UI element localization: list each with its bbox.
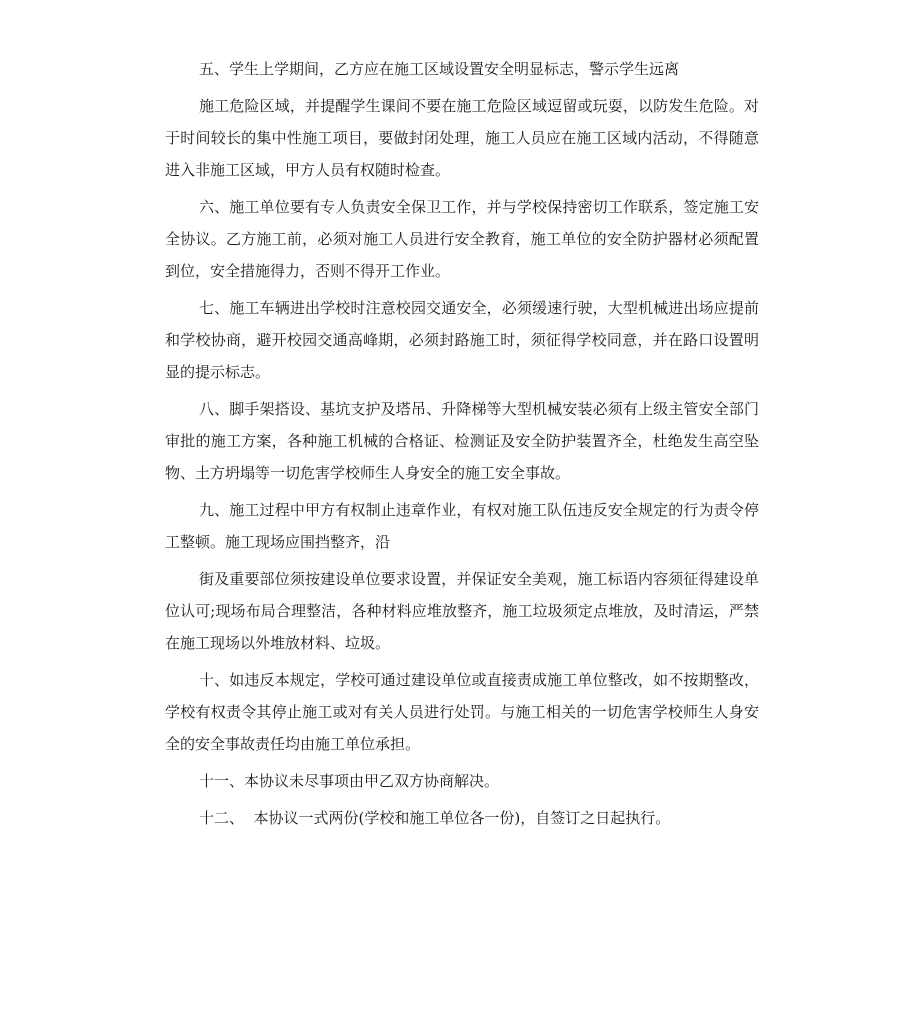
paragraph-9-continued: 街及重要部位须按建设单位要求设置，并保证安全美观，施工标语内容须征得建设单位认可;现场布局合理整洁，各种材料应堆放整齐，施工垃圾须定点堆放，及时清运，严禁在施工现场以外堆放材料、垃圾。: [165, 570, 759, 652]
paragraph-9: 九、施工过程中甲方有权制止违章作业，有权对施工队伍违反安全规定的行为责令停工整顿。施工现场应围挡整齐，沿: [165, 501, 759, 551]
paragraph-12: 十二、 本协议一式两份(学校和施工单位各一份)，自签订之日起执行。: [199, 809, 671, 827]
paragraph-5: 五、学生上学期间，乙方应在施工区域设置安全明显标志，警示学生远离: [199, 60, 680, 78]
paragraph-8: 八、脚手架搭设、基坑支护及塔吊、升降梯等大型机械安装必须有上级主管安全部门审批的施工方案，各种施工机械的合格证、检测证及安全防护装置齐全，杜绝发生高空坠物、土方坍塌等一切危害学校师生人身安全的施工安全事故。: [165, 400, 759, 482]
paragraph-6: 六、施工单位要有专人负责安全保卫工作，并与学校保持密切工作联系，签定施工安全协议。乙方施工前，必须对施工人员进行安全教育，施工单位的安全防护器材必须配置到位，安全措施得力，否则不得开工作业。: [165, 198, 759, 280]
paragraph-5-continued: 施工危险区域，并提醒学生课间不要在施工危险区域逗留或玩耍，以防发生危险。对于时间较长的集中性施工项目，要做封闭处理，施工人员应在施工区域内活动，不得随意进入非施工区域，甲方人员有权随时检查。: [165, 97, 759, 179]
paragraph-10: 十、如违反本规定，学校可通过建设单位或直接责成施工单位整改，如不按期整改，学校有权责令其停止施工或对有关人员进行处罚。与施工相关的一切危害学校师生人身安全的安全事故责任均由施工单位承担。: [165, 671, 759, 753]
paragraph-11: 十一、本协议未尽事项由甲乙双方协商解决。: [199, 772, 500, 790]
document-body: [165, 53, 759, 839]
paragraph-7: 七、施工车辆进出学校时注意校园交通安全，必须缓速行驶，大型机械进出场应提前和学校协商，避开校园交通高峰期，必须封路施工时，须征得学校同意，并在路口设置明显的提示标志。: [165, 299, 759, 381]
